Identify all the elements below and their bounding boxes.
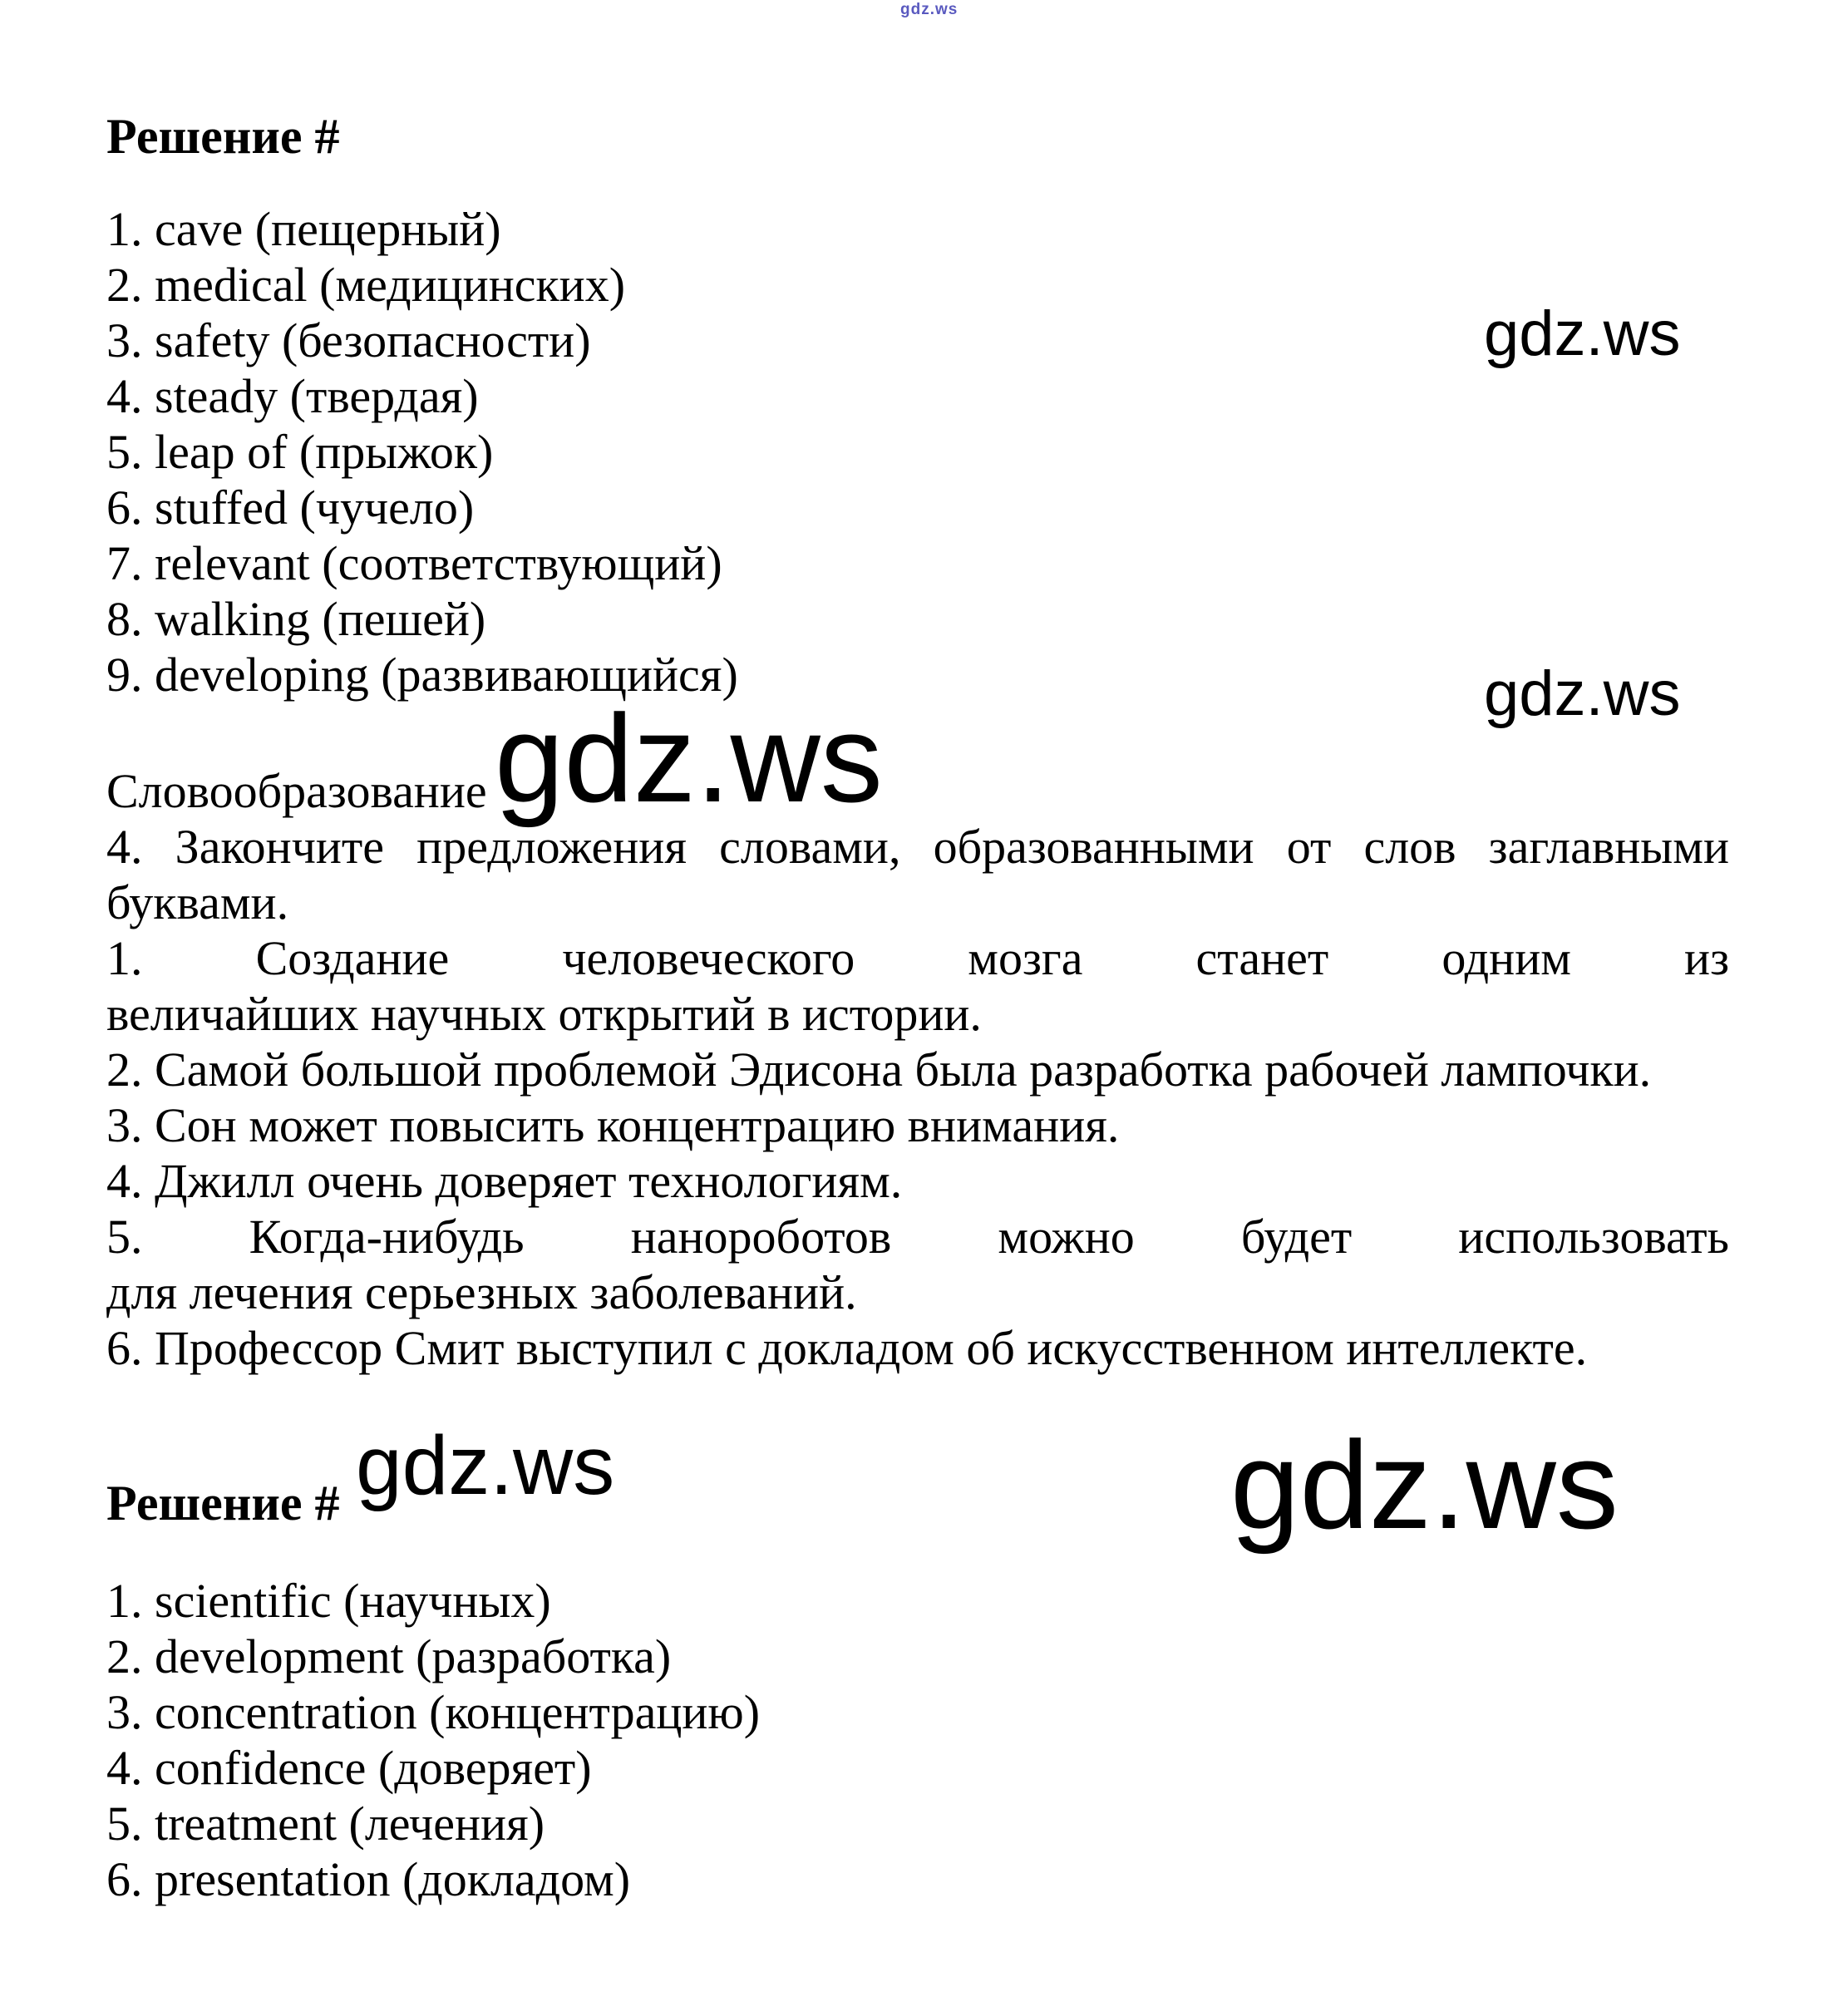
solution2-list <box>106 1573 760 1907</box>
solution2-list-item: 4. confidence (доверяет) <box>106 1741 592 1795</box>
gdzws-watermark-right-large: gdz.ws <box>1230 1415 1619 1555</box>
solution1-list-item: 9. developing (развивающийся) <box>106 648 738 702</box>
solution1-list-item: 6. stuffed (чучело) <box>106 481 475 535</box>
word-formation-heading: Словообразование <box>106 764 487 818</box>
gdzws-watermark-medium: gdz.ws <box>356 1419 615 1512</box>
solution2-list-item: 3. concentration (концентрацию) <box>106 1685 761 1739</box>
gdzws-watermark-top-small: gdz.ws <box>900 1 958 18</box>
solution2-list-item: 1. scientific (научных) <box>106 1574 551 1628</box>
task-text-line: 4. Закончите предложения словами, образованными от слов заглавными <box>106 820 1729 874</box>
solution1-heading: Решение # <box>106 109 340 164</box>
task-text-line: буквами. <box>106 875 289 929</box>
gdzws-watermark-right-1: gdz.ws <box>1484 298 1681 369</box>
solution1-list-item: 3. safety (безопасности) <box>106 313 591 367</box>
solution2-heading: Решение # <box>106 1476 340 1530</box>
task-text-line: 2. Самой большой проблемой Эдисона была разработка рабочей лампочки. <box>106 1043 1652 1097</box>
task-text-line: величайших научных открытий в истории. <box>106 987 982 1041</box>
solution2-list-item: 5. treatment (лечения) <box>106 1797 545 1851</box>
task-text-block <box>106 819 1729 1376</box>
task-text-line: 6. Профессор Смит выступил с докладом об искусственном интеллекте. <box>106 1321 1588 1375</box>
solution1-list <box>106 201 738 702</box>
task-text-line: 1. Создание человеческого мозга станет одним из <box>106 931 1729 985</box>
solution1-list-item: 4. steady (твердая) <box>106 369 479 423</box>
gdzws-watermark-right-2: gdz.ws <box>1484 658 1681 729</box>
solution1-list-item: 2. medical (медицинских) <box>106 258 626 312</box>
task-text-line: 3. Сон может повысить концентрацию внимания. <box>106 1098 1120 1152</box>
solution2-list-item: 6. presentation (докладом) <box>106 1852 631 1906</box>
task-text-line: 5. Когда-нибудь нанороботов можно будет использовать <box>106 1210 1729 1264</box>
solution1-list-item: 5. leap of (прыжок) <box>106 425 494 479</box>
solution1-list-item: 7. relevant (соответствующий) <box>106 536 722 590</box>
gdzws-watermark-center-large: gdz.ws <box>495 688 883 828</box>
solution1-list-item: 8. walking (пешей) <box>106 592 486 646</box>
solution1-list-item: 1. cave (пещерный) <box>106 202 501 256</box>
task-text-line: 4. Джилл очень доверяет технологиям. <box>106 1154 903 1208</box>
solution2-list-item: 2. development (разработка) <box>106 1629 672 1683</box>
task-text-line: для лечения серьезных заболеваний. <box>106 1265 857 1319</box>
